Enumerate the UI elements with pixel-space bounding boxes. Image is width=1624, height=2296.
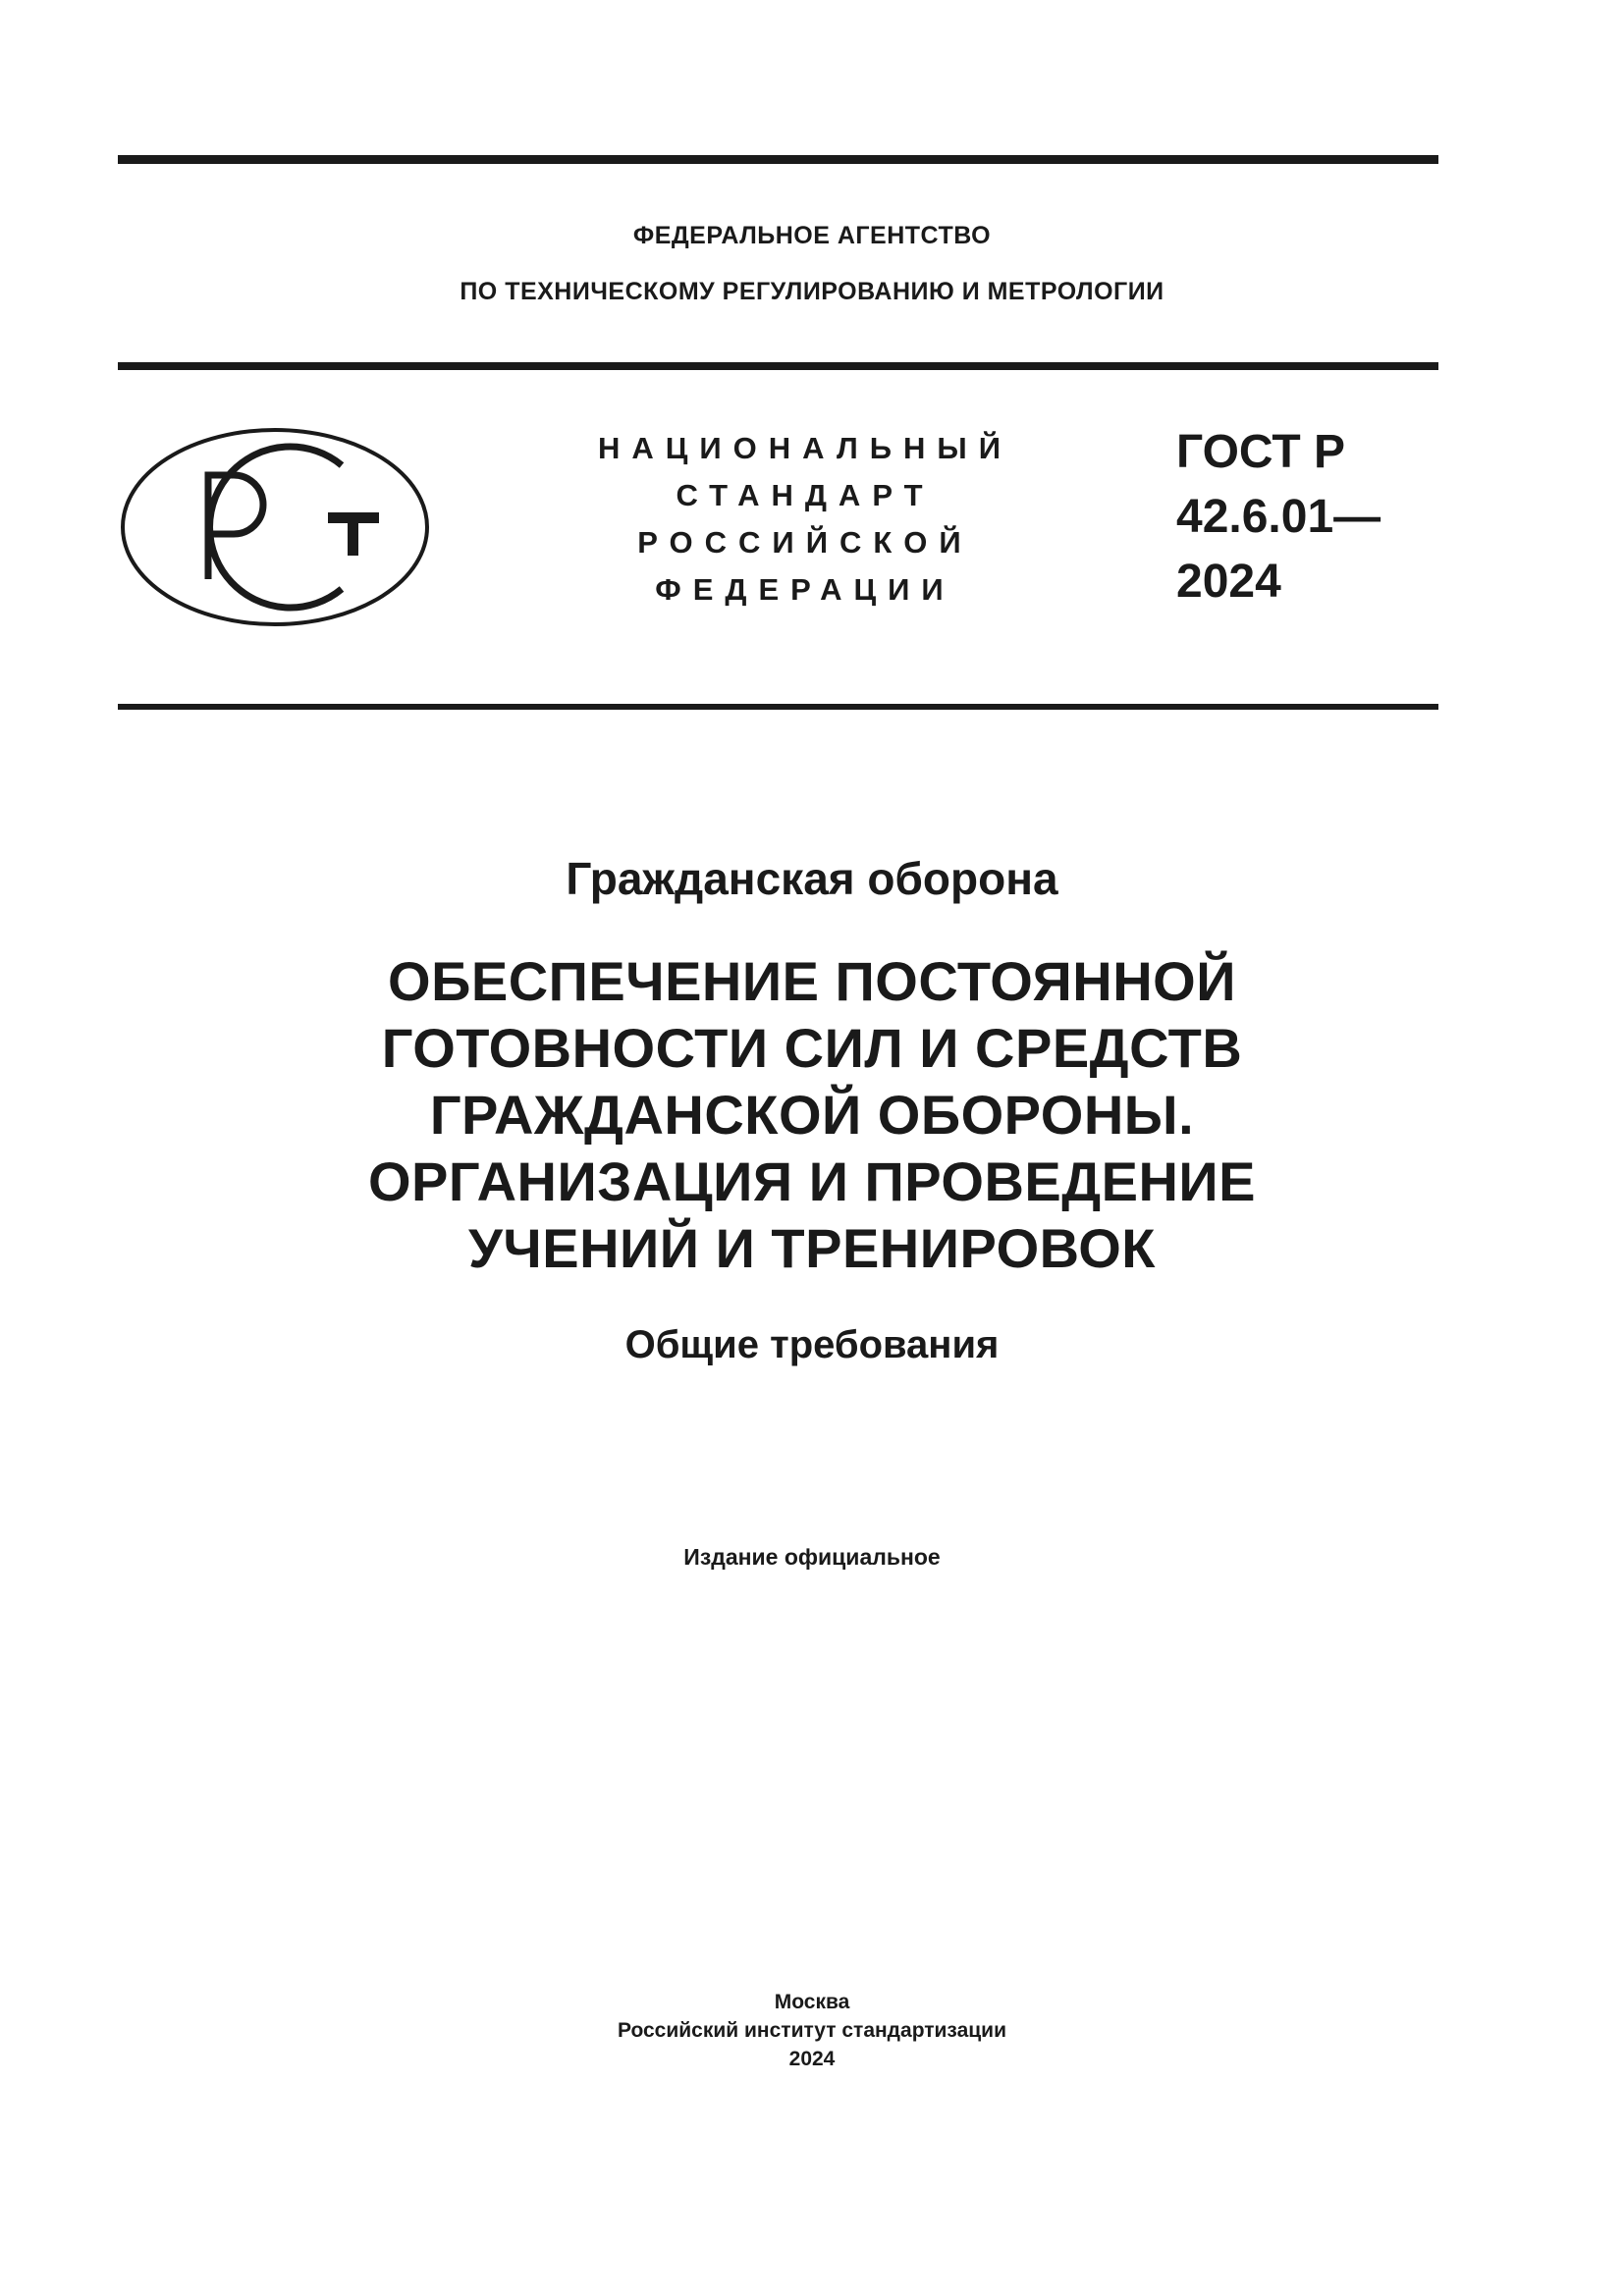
agency-bottom-rule	[118, 362, 1438, 370]
agency-line-1: ФЕДЕРАЛЬНОЕ АГЕНТСТВО	[632, 222, 992, 249]
publisher-city: Москва	[774, 1991, 850, 2013]
title-line-1: ОБЕСПЕЧЕНИЕ ПОСТОЯННОЙ	[388, 950, 1236, 1012]
standard-label-line-2: СТАНДАРТ	[676, 478, 935, 512]
designation-line-3: 2024	[1176, 556, 1281, 608]
header-bottom-rule	[118, 704, 1438, 710]
designation-line-1: ГОСТ Р	[1176, 426, 1346, 478]
document-subtitle: Общие требования	[624, 1323, 1000, 1366]
document-title	[0, 948, 1624, 1282]
standard-label-line-3: РОССИЙСКОЙ	[637, 525, 973, 560]
national-standard-label	[550, 425, 1060, 614]
publisher-year: 2024	[788, 2048, 836, 2070]
top-rule	[118, 155, 1438, 164]
title-line-2: ГОТОВНОСТИ СИЛ И СРЕДСТВ	[381, 1017, 1243, 1079]
standard-designation	[1176, 420, 1380, 614]
title-line-4: ОРГАНИЗАЦИЯ И ПРОВЕДЕНИЕ	[367, 1150, 1257, 1212]
title-line-3: ГРАЖДАНСКОЙ ОБОРОНЫ.	[429, 1084, 1195, 1146]
publisher-name: Российский институт стандартизации	[617, 2019, 1007, 2042]
standard-label-line-4: ФЕДЕРАЦИИ	[655, 572, 955, 607]
standard-label-line-1: НАЦИОНАЛЬНЫЙ	[597, 431, 1013, 465]
publisher-block	[0, 1988, 1624, 2073]
subject-heading: Гражданская оборона	[566, 853, 1058, 904]
agency-line-2: ПО ТЕХНИЧЕСКОМУ РЕГУЛИРОВАНИЮ И МЕТРОЛОГИИ	[460, 278, 1164, 305]
rst-mark-logo-icon	[118, 424, 432, 635]
edition-note: Издание официальное	[683, 1544, 941, 1570]
designation-line-2: 42.6.01—	[1176, 491, 1381, 543]
title-line-5: УЧЕНИЙ И ТРЕНИРОВОК	[468, 1217, 1156, 1279]
